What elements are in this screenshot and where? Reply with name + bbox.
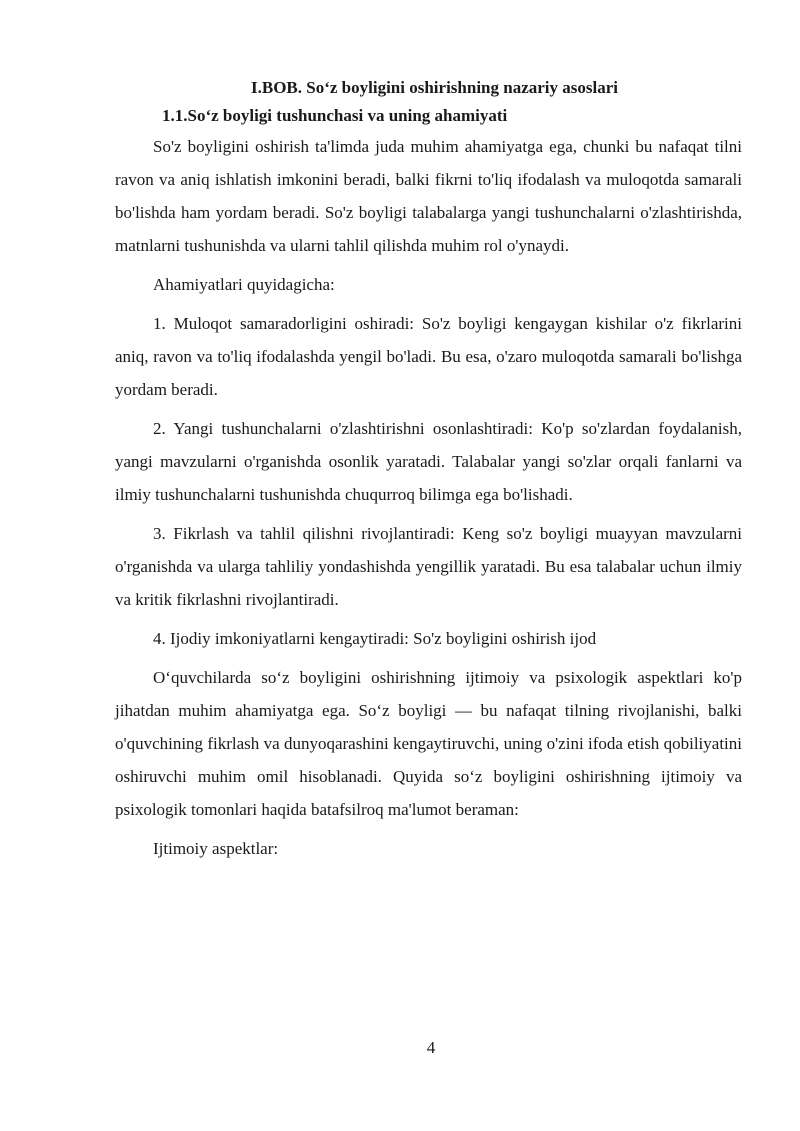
paragraph-point-4: 4. Ijodiy imkoniyatlarni kengaytiradi: So'z boyligini oshirish ijod xyxy=(153,629,597,648)
paragraph-point-2: 2. Yangi tushunchalarni o'zlashtirishni osonlashtiradi: Ko'p so'zlardan foydalanish, yangi mavzularni o'rganishda osonlik yaratadi. Talabalar yangi so'zlar orqali fanlarni va ilmiy tushunchalarni tushunishda chuqurroq bilimga ega bo'lishadi. xyxy=(115,419,742,504)
chapter-title: I.BOB. So‘z boyligini oshirishning nazariy asoslari xyxy=(251,78,618,97)
paragraph-point-1: 1. Muloqot samaradorligini oshiradi: So'z boyligi kengaygan kishilar o'z fikrlarini aniq, ravon va to'liq ifodalashda yengil bo'ladi. Bu esa, o'zaro muloqotda samarali bo'lishga yordam beradi. xyxy=(115,314,742,399)
paragraph-intro: So'z boyligini oshirish ta'limda juda muhim ahamiyatga ega, chunki bu nafaqat tilni ravon va aniq ishlatish imkonini beradi, balki fikrni to'liq ifodalash va muloqotda samarali bo'lishda ham yordam beradi. So'z boyligi talabalarga yangi tushunchalarni o'zlashtirishda, matnlarni tushunishda va ularni tahlil qilishda muhim rol o'ynaydi. xyxy=(115,137,742,255)
paragraph-social-aspects-heading: Ijtimoiy aspektlar: xyxy=(153,839,279,858)
page-number: 4 xyxy=(426,1038,436,1057)
paragraph-point-3: 3. Fikrlash va tahlil qilishni rivojlantiradi: Keng so'z boyligi muayyan mavzularni o'rganishda va ularga tahliliy yondashishda yengillik yaratadi. Bu esa talabalar uchun ilmiy va kritik fikrlashni rivojlantiradi. xyxy=(115,524,742,609)
section-title: 1.1.So‘z boyligi tushunchasi va uning ahamiyati xyxy=(162,106,508,125)
document-page xyxy=(115,74,742,865)
paragraph-importance-lead: Ahamiyatlari quyidagicha: xyxy=(153,275,335,294)
paragraph-social-psych: O‘quvchilarda so‘z boyligini oshirishning ijtimoiy va psixologik aspektlari ko'p jihatdan muhim ahamiyatga ega. So‘z boyligi — bu nafaqat tilning rivojlanishi, balki o'quvchining fikrlash va dunyoqarashini kengaytiruvchi, uning o'zini ifoda etish qobiliyatini oshiruvchi muhim omil hisoblanadi. Quyida so‘z boyligini oshirishning ijtimoiy va psixologik tomonlari haqida batafsilroq ma'lumot beraman: xyxy=(115,668,742,819)
